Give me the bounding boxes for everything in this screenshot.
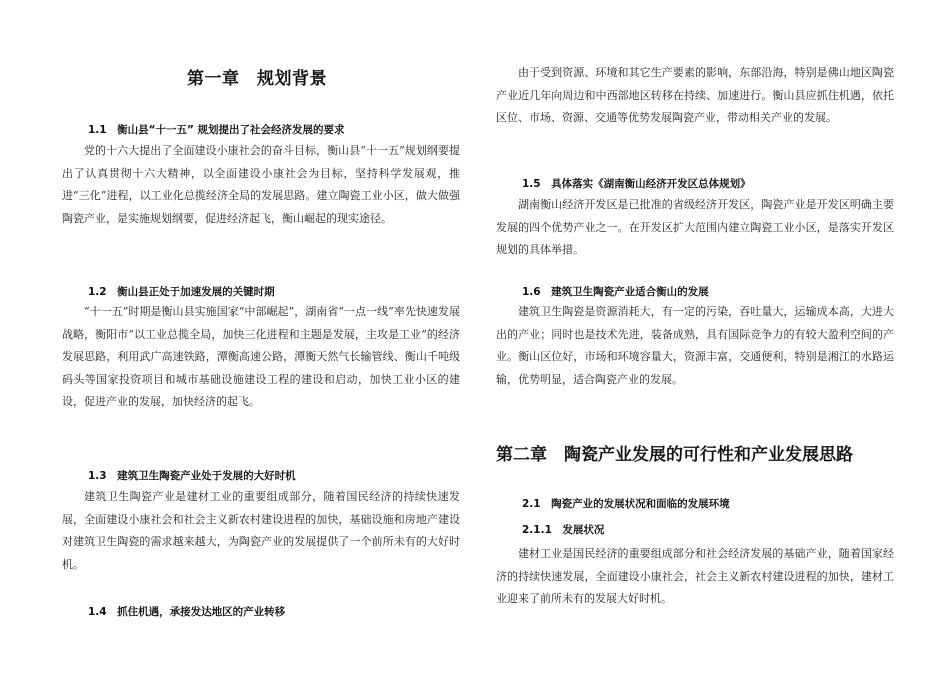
chapter-2-title: 第二章 陶瓷产业发展的可行性和产业发展思路	[496, 445, 853, 465]
section-1-3-heading: 1.3 建筑卫生陶瓷产业处于发展的大好时机	[88, 470, 296, 482]
section-1-4-text: 由于受到资源、环境和其它生产要素的影响，东部沿海，特别是佛山地区陶瓷产业近几年向周边和中西部地区转移在持续、加速进行。衡山县应抓住机遇，依托区位、市场、资源、交通等优势发展陶瓷产业，带动相关产业的发展。	[496, 66, 894, 124]
section-1-5-text: 湖南衡山经济开发区是已批准的省级经济开发区，陶瓷产业是开发区明确主要发展的四个优势产业之一。在开发区扩大范围内建立陶瓷工业小区，是落实开发区规划的具体举措。	[496, 198, 894, 256]
section-1-3-text: 建筑卫生陶瓷产业是建材工业的重要组成部分，随着国民经济的持续快速发展，全面建设小康社会和社会主义新农村建设进程的加快，基础设施和房地产建设对建筑卫生陶瓷的需求越来越大，为陶瓷产业的发展提供了一个前所未有的大好时机。	[62, 490, 460, 571]
section-1-4-heading: 1.4 抓住机遇，承接发达地区的产业转移	[88, 606, 286, 618]
section-1-5-heading: 1.5 具体落实《湖南衡山经济开发区总体规划》	[522, 178, 751, 190]
section-1-6-text: 建筑卫生陶瓷是资源消耗大，有一定的污染，吞吐量大，运输成本高，大进大出的产业；同时也是技术先进，装备成熟，具有国际竞争力的有较大盈利空间的产业。衡山区位好，市场和环境容量大，资源丰富，交通便利，特别是湘江的水路运输，优势明显，适合陶瓷产业的发展。	[496, 305, 894, 386]
section-1-6-heading: 1.6 建筑卫生陶瓷产业适合衡山的发展	[522, 286, 709, 298]
chapter-1-title: 第一章 规划背景	[187, 69, 327, 89]
section-1-1-heading: 1.1 衡山县“十一五” 规划提出了社会经济发展的要求	[88, 124, 345, 136]
section-2-1-1-text: 建材工业是国民经济的重要组成部分和社会经济发展的基础产业，随着国家经济的持续快速发展，全面建设小康社会，社会主义新农村建设进程的加快，建材工业迎来了前所未有的发展大好时机。	[496, 547, 894, 605]
section-2-1-heading: 2.1 陶瓷产业的发展状况和面临的发展环境	[522, 498, 730, 510]
section-1-2-heading: 1.2 衡山县正处于加速发展的关键时期	[88, 286, 275, 298]
section-1-2-text: “十一五”时期是衡山县实施国家“中部崛起”，湖南省“一点一线”率先快速发展战略，衡阳市“以工业总揽全局，加快三化进程和主题是发展，主攻是工业”的经济发展思路，利用武广高速铁路，潭衡高速公路，潭衡天然气长输管线、衡山千吨级码头等国家投资项目和城市基础设施建设工程的建设和启动，加快工业小区的建设，促进产业的发展，加快经济的起飞。	[62, 305, 460, 408]
section-1-1-text: 党的十六大提出了全面建设小康社会的奋斗目标，衡山县“十一五”规划纲要提出了认真贯彻十六大精神，以全面建设小康社会为目标，坚持科学发展观，推进“三化”进程，以工业化总揽经济全局的发展思路。建立陶瓷工业小区，做大做强陶瓷产业，是实施规划纲要，促进经济起飞，衡山崛起的现实途径。	[62, 144, 460, 225]
section-2-1-1-heading: 2.1.1 发展状况	[522, 524, 605, 536]
